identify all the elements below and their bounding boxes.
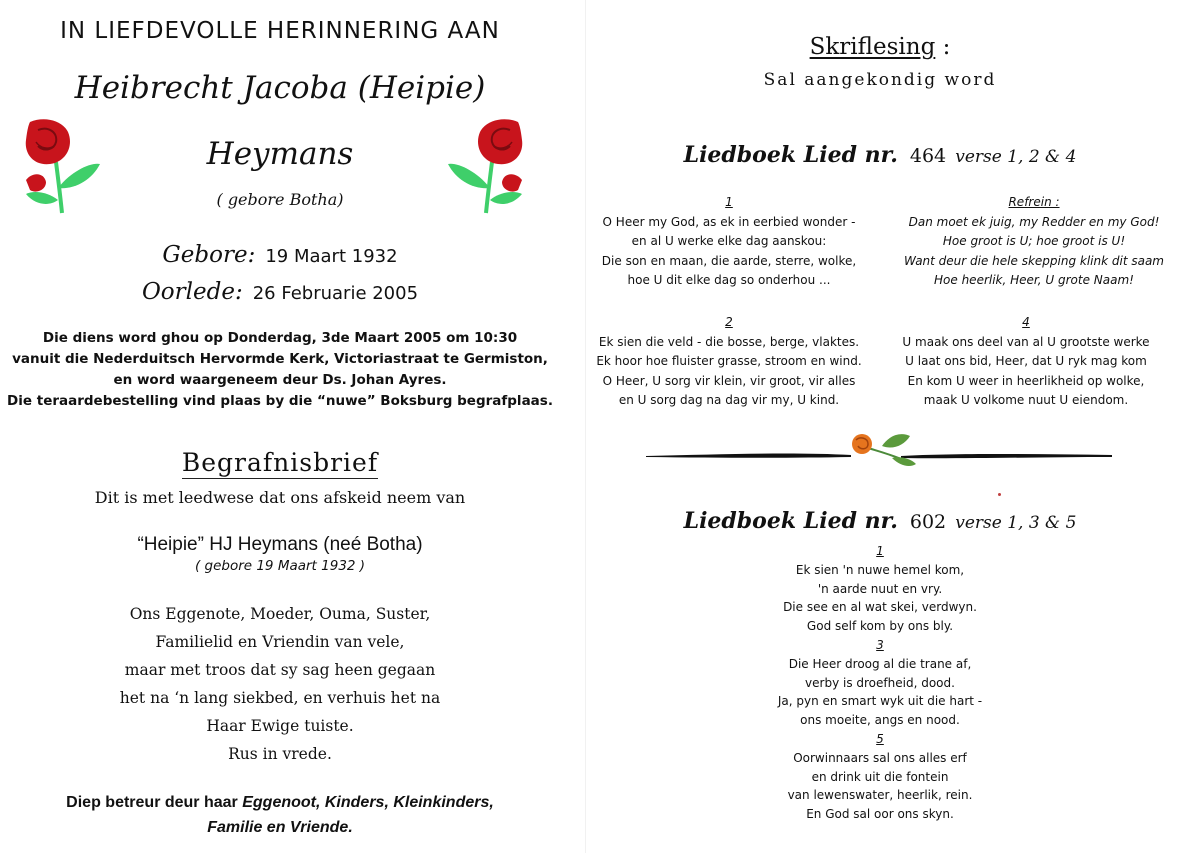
funeral-letter-name: “Heipie” HJ Heymans (neé Botha) bbox=[137, 534, 423, 555]
memorial-poem bbox=[0, 600, 560, 768]
right-page bbox=[560, 0, 1200, 853]
birth-row bbox=[0, 242, 560, 268]
hymn-464-verse-2: 2 Ek sien die veld - die bosse, berge, vlaktes. Ek hoor hoe fluister grasse, stroom en wind. O Heer, U sorg vir klein, vir groot, vir alles en U sorg dag na dag vir my, U kind. bbox=[588, 313, 870, 411]
funeral-letter-born: ( gebore 19 Maart 1932 ) bbox=[194, 558, 366, 574]
hymn-verses: verse 1, 2 & 4 bbox=[955, 147, 1077, 167]
died-date: 26 Februarie 2005 bbox=[252, 283, 419, 304]
hymn-book: Liedboek Lied nr. bbox=[683, 142, 898, 168]
service-line: vanuit die Nederduitsch Hervormde Kerk, Victoriastraat te Germiston, bbox=[12, 351, 548, 367]
hymn-number: 464 bbox=[909, 145, 947, 167]
poem-line: het na ‘n lang siekbed, en verhuis het na bbox=[119, 689, 441, 707]
hymn-number: 602 bbox=[909, 511, 947, 533]
verse-number: 1 bbox=[725, 195, 733, 209]
rose-divider bbox=[646, 428, 1112, 472]
verse-number: 3 bbox=[876, 637, 884, 652]
hymn-464-verse-1: 1 O Heer my God, as ek in eerbied wonder - en al U werke elke dag aanskou: Die son en maan, die aarde, sterre, wolke, hoe U dit elke dag so onderhou ... bbox=[588, 193, 870, 291]
hymn-602-verses: 1 Ek sien 'n nuwe hemel kom, 'n aarde nuut en vry. Die see en al wat skei, verdwyn. God self kom by ons bly. 3 Die Heer droog al die trane af, verby is droefheid, dood. Ja, pyn en smart wyk uit die hart - ons moeite, angs en nood. 5 Oorwinnaars sal ons alles erf en drink uit die fontein van lewenswater, heerlik, rein. En God sal oor ons skyn. bbox=[720, 542, 1040, 824]
service-line: Die teraardebestelling vind plaas by die “nuwe” Boksburg begrafplaas. bbox=[7, 393, 553, 409]
service-details bbox=[0, 328, 560, 412]
service-line: en word waargeneem deur Ds. Johan Ayres. bbox=[113, 372, 447, 388]
died-label: Oorlede: bbox=[141, 279, 243, 305]
hymn-464-refrain: Refrein : Dan moet ek juig, my Redder en my God! Hoe groot is U; hoe groot is U! Want deur die hele skepping klink dit saam Hoe heerlik, Heer, U grote Naam! bbox=[884, 193, 1184, 291]
poem-line: Familielid en Vriendin van vele, bbox=[155, 633, 405, 651]
memorial-heading: IN LIEFDEVOLLE HERINNERING AAN bbox=[60, 18, 500, 44]
deceased-surname: Heymans bbox=[206, 136, 354, 172]
hymn-verses: verse 1, 3 & 5 bbox=[955, 513, 1077, 533]
verse-number: 5 bbox=[876, 731, 884, 746]
born-label: Gebore: bbox=[162, 242, 256, 268]
stray-mark bbox=[998, 493, 1001, 496]
death-row bbox=[0, 279, 560, 305]
mourned-by: Diep betreur deur haar Eggenoot, Kinders, Kleinkinders, Familie en Vriende. bbox=[66, 794, 494, 836]
born-date: 19 Maart 1932 bbox=[265, 246, 398, 267]
service-line: Die diens word ghou op Donderdag, 3de Maart 2005 om 10:30 bbox=[42, 330, 518, 346]
funeral-letter-intro: Dit is met leedwese dat ons afskeid neem van bbox=[94, 488, 466, 507]
maiden-name: ( gebore Botha) bbox=[216, 190, 344, 209]
hymn-book: Liedboek Lied nr. bbox=[683, 508, 898, 534]
scripture-reading-title: Skriflesing : bbox=[809, 34, 951, 60]
funeral-letter-title: Begrafnisbrief bbox=[181, 448, 379, 477]
deceased-full-name: Heibrecht Jacoba (Heipie) bbox=[74, 70, 486, 106]
hymn-464-verse-4: 4 U maak ons deel van al U grootste werke U laat ons bid, Heer, dat U ryk mag kom En kom U weer in heerlikheid op wolke, maak U volkome nuut U eiendom. bbox=[886, 313, 1166, 411]
refrain-label: Refrein : bbox=[1008, 195, 1060, 209]
verse-number: 2 bbox=[725, 315, 733, 329]
poem-line: Ons Eggenote, Moeder, Ouma, Suster, bbox=[129, 605, 431, 623]
scripture-reading-note: Sal aangekondig word bbox=[763, 70, 997, 90]
poem-line: maar met troos dat sy sag heen gegaan bbox=[124, 661, 436, 679]
left-page bbox=[0, 0, 560, 853]
orange-rose-icon bbox=[852, 434, 916, 466]
hymn-602-heading bbox=[560, 508, 1200, 534]
poem-line: Haar Ewige tuiste. bbox=[206, 717, 354, 735]
hymn-464-heading bbox=[560, 142, 1200, 168]
verse-number: 1 bbox=[876, 544, 884, 558]
verse-number: 4 bbox=[1022, 315, 1030, 329]
poem-line: Rus in vrede. bbox=[228, 745, 332, 763]
